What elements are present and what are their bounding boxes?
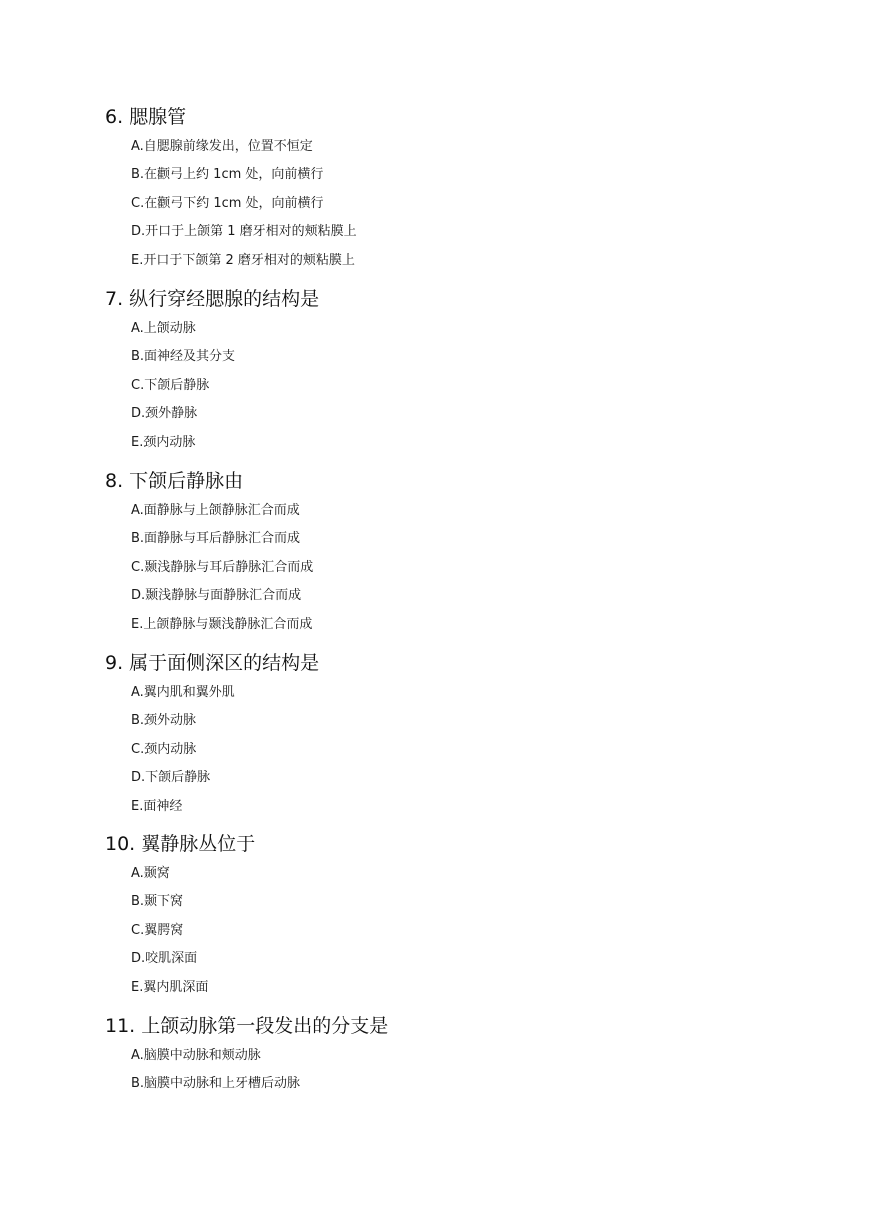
option-list: [131, 684, 235, 826]
option-e: E.翼内肌深面: [131, 979, 209, 995]
option-b: B.在颧弓上约 1cm 处，向前横行: [131, 167, 324, 183]
option-list: [131, 1047, 300, 1104]
question-title: 8. 下颌后静脉由: [105, 470, 244, 492]
option-a: A.面静脉与上颌静脉汇合而成: [131, 503, 300, 518]
option-e: E.面神经: [131, 798, 183, 814]
option-b: B.颈外动脉: [131, 713, 197, 729]
question-title: 10. 翼静脉丛位于: [105, 833, 256, 855]
question-title: 7. 纵行穿经腮腺的结构是: [105, 288, 320, 310]
option-c: C.在颧弓下约 1cm 处，向前横行: [131, 195, 324, 211]
question-title: 11. 上颌动脉第一段发出的分支是: [105, 1015, 389, 1037]
option-d: D.颞浅静脉与面静脉汇合而成: [131, 588, 302, 604]
option-list: [131, 865, 208, 1007]
option-d: D.咬肌深面: [131, 951, 198, 967]
option-c: C.颈内动脉: [131, 741, 197, 757]
option-e: E.开口于下颌第 2 磨牙相对的颊粘膜上: [131, 252, 355, 268]
option-d: D.开口于上颌第 1 磨牙相对的颊粘膜上: [131, 224, 357, 240]
option-b: B.脑膜中动脉和上牙槽后动脉: [131, 1076, 301, 1092]
option-a: A.翼内肌和翼外肌: [131, 685, 235, 700]
option-list: [131, 502, 313, 644]
option-d: D.颈外静脉: [131, 406, 198, 422]
option-a: A.自腮腺前缘发出，位置不恒定: [131, 139, 313, 154]
option-b: B.面神经及其分支: [131, 349, 236, 365]
option-c: C.颞浅静脉与耳后静脉汇合而成: [131, 559, 314, 575]
option-list: [131, 138, 357, 280]
option-b: B.颞下窝: [131, 894, 184, 910]
option-c: C.下颌后静脉: [131, 377, 210, 393]
option-d: D.下颌后静脉: [131, 770, 211, 786]
option-e: E.颈内动脉: [131, 434, 196, 450]
option-e: E.上颌静脉与颞浅静脉汇合而成: [131, 616, 313, 632]
option-list: [131, 320, 235, 462]
option-a: A.颞窝: [131, 866, 170, 881]
question-title: 6. 腮腺管: [105, 106, 187, 128]
question-title: 9. 属于面侧深区的结构是: [105, 652, 320, 674]
option-c: C.翼腭窝: [131, 922, 184, 938]
option-b: B.面静脉与耳后静脉汇合而成: [131, 531, 301, 547]
option-a: A.脑膜中动脉和颊动脉: [131, 1048, 261, 1063]
option-a: A.上颌动脉: [131, 321, 196, 336]
